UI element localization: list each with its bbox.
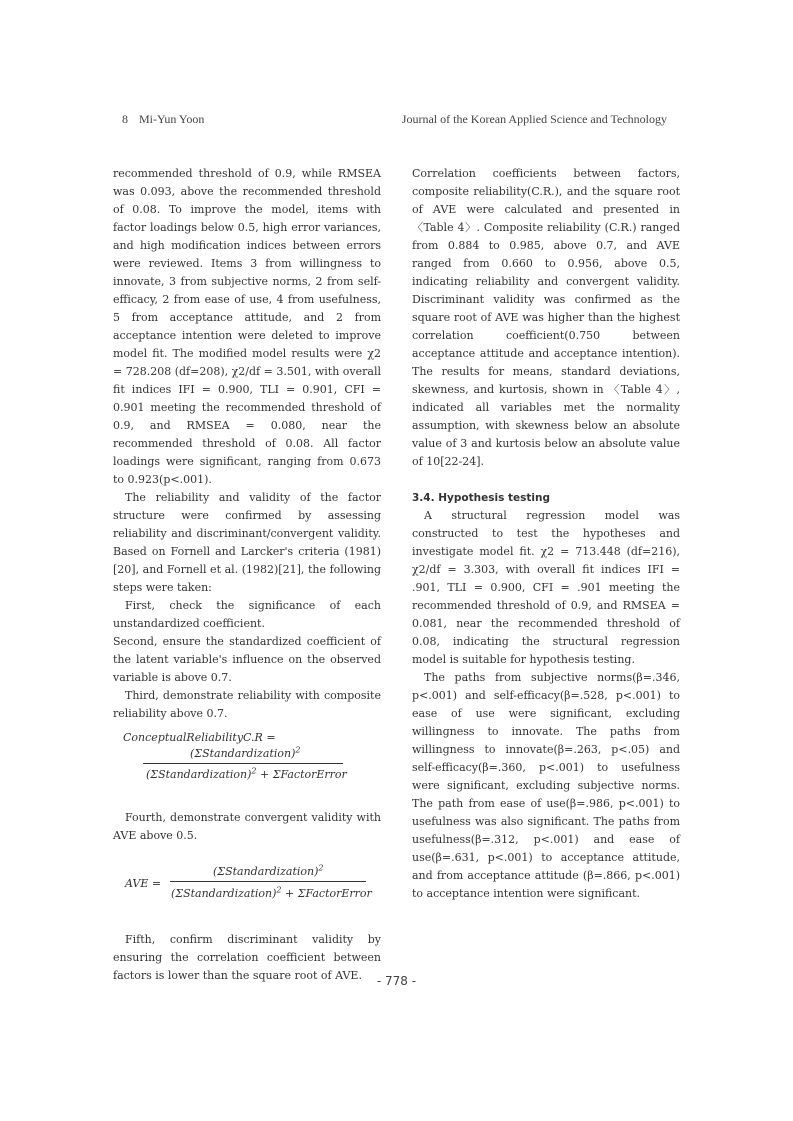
- formula-lhs: AVE =: [125, 877, 162, 890]
- paragraph: Third, demonstrate reliability with composite reliability above 0.7.: [113, 689, 381, 720]
- paragraph: Second, ensure the standardized coefficient of the latent variable's influence on the observed variable is above 0.7.: [113, 635, 381, 684]
- page-number: 8: [122, 112, 128, 126]
- right-column: [412, 165, 680, 903]
- fraction-bar: [143, 763, 343, 764]
- author-name: Mi-Yun Yoon: [139, 112, 205, 126]
- paragraph: The paths from subjective norms(β=.346, p<.001) and self-efficacy(β=.528, p<.001) to ease of use were significant, excluding willingness to innovate. The paths from willingness to innovate(β=.263, p<.05) and self-efficacy(β=.360, p<.001) to usefulness were significant, excluding subjective norms. The path from ease of use(β=.986, p<.001) to usefulness was also significant. The paths from usefulness(β=.312, p<.001) and ease of use(β=.631, p<.001) to acceptance attitude, and from acceptance attitude (β=.866, p<.001) to acceptance intention were significant.: [412, 671, 680, 900]
- journal-title: Journal of the Korean Applied Science and Technology: [401, 112, 667, 126]
- formula-denominator: (ΣStandardization)$^2$ + ΣFactorError: [171, 885, 372, 900]
- paragraph: recommended threshold of 0.9, while RMSEA was 0.093, above the recommended threshold of 0.08. To improve the model, items with factor loadings below 0.5, high error variances, and high modification indices between errors were reviewed. Items 3 from willingness to innovate, 3 from subjective norms, 2 from self-efficacy, 2 from ease of use, 4 from usefulness, 5 from acceptance attitude, and 2 from acceptance intention were deleted to improve model fit. The modified model results were χ2 = 728.208 (df=208), χ2/df = 3.501, with overall fit indices IFI = 0.900, TLI = 0.901, CFI = 0.901 meeting the recommended threshold of 0.9, and RMSEA = 0.080, near the recommended threshold of 0.08. All factor loadings were significant, ranging from 0.673 to 0.923(p<.001).: [113, 167, 381, 486]
- page-footer-number: - 778 -: [376, 974, 417, 988]
- formula-denominator: (ΣStandardization)$^2$ + ΣFactorError: [146, 766, 347, 781]
- paragraph: First, check the significance of each unstandardized coefficient.: [113, 599, 381, 630]
- left-column: [113, 165, 381, 985]
- formula-numerator: (ΣStandardization)$^2$: [190, 745, 301, 760]
- composite-reliability-formula: [113, 729, 381, 791]
- ave-formula: [113, 863, 381, 913]
- paragraph: Fourth, demonstrate convergent validity with AVE above 0.5.: [113, 811, 381, 842]
- section-heading: 3.4. Hypothesis testing: [412, 492, 550, 504]
- paragraph: A structural regression model was constructed to test the hypotheses and investigate model fit. χ2 = 713.448 (df=216), χ2/df = 3.303, with overall fit indices IFI = .901, TLI = 0.900, CFI = .901 meeting the recommended threshold of 0.9, and RMSEA = 0.081, near the recommended threshold of 0.08, indicating the structural regression model is suitable for hypothesis testing.: [412, 509, 680, 666]
- paragraph: The reliability and validity of the factor structure were confirmed by assessing reliability and discriminant/convergent validity. Based on Fornell and Larcker's criteria (1981)[20], and Fornell et al. (1982)[21], the following steps were taken:: [113, 491, 381, 594]
- paragraph: Fifth, confirm discriminant validity by ensuring the correlation coefficient between factors is lower than the square root of AVE.: [113, 933, 381, 982]
- paragraph: Correlation coefficients between factors, composite reliability(C.R.), and the square root of AVE were calculated and presented in 〈Table 4〉. Composite reliability (C.R.) ranged from 0.884 to 0.985, above 0.7, and AVE ranged from 0.660 to 0.956, above 0.5, indicating reliability and convergent validity. Discriminant validity was confirmed as the square root of AVE was higher than the highest correlation coefficient(0.750 between acceptance attitude and acceptance intention). The results for means, standard deviations, skewness, and kurtosis, shown in 〈Table 4〉, indicated all variables met the normality assumption, with skewness below an absolute value of 3 and kurtosis below an absolute value of 10[22-24].: [412, 167, 680, 468]
- fraction-bar: [170, 881, 366, 882]
- formula-lhs: ConceptualReliabilityC.R =: [123, 731, 276, 744]
- running-header-left: [122, 112, 204, 127]
- formula-numerator: (ΣStandardization)$^2$: [213, 863, 324, 878]
